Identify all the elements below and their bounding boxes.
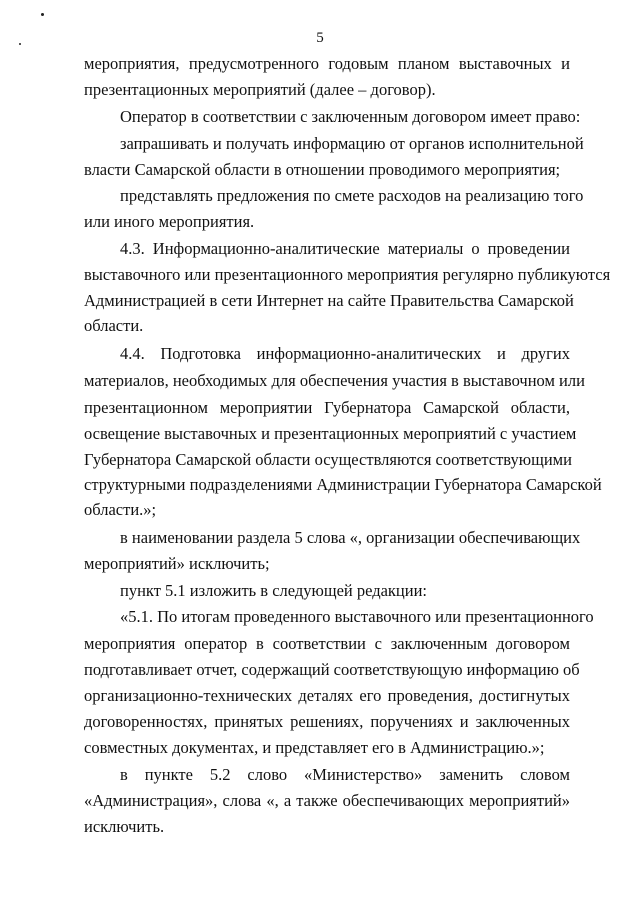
text-line: «5.1. По итогам проведенного выставочного или презентационного — [120, 607, 594, 626]
text-line: материалов, необходимых для обеспечения участия в выставочном или — [84, 371, 585, 390]
text-line: «Администрация», слова «, а также обеспечивающих мероприятий» — [84, 791, 570, 810]
text-line: структурными подразделениями Администрации Губернатора Самарской — [84, 475, 602, 494]
text-line: Губернатора Самарской области осуществляются соответствующими — [84, 450, 572, 469]
text-line: пункт 5.1 изложить в следующей редакции: — [120, 581, 428, 600]
text-line: представлять предложения по смете расходов на реализацию того — [120, 186, 584, 205]
text-line: мероприятий» исключить; — [84, 554, 270, 573]
text-line: в наименовании раздела 5 слова «, организации обеспечивающих — [120, 528, 581, 547]
text-line: мероприятия оператор в соответствии с заключенным договором — [84, 634, 570, 653]
scan-speck — [41, 13, 44, 16]
text-line: области.»; — [84, 500, 157, 519]
text-line: Администрацией в сети Интернет на сайте Правительства Самарской — [84, 291, 574, 310]
text-line: выставочного или презентационного мероприятия регулярно публикуются — [84, 265, 611, 284]
text-line: исключить. — [84, 817, 165, 836]
text-line: совместных документах, и представляет его в Администрацию.»; — [84, 738, 545, 757]
text-line: презентационных мероприятий (далее – договор). — [84, 80, 436, 99]
text-line: освещение выставочных и презентационных мероприятий с участием — [84, 424, 577, 443]
text-line: презентационном мероприятии Губернатора Самарской области, — [84, 398, 570, 417]
text-line: 4.3. Информационно-аналитические материалы о проведении — [120, 239, 570, 258]
text-line: запрашивать и получать информацию от органов исполнительной — [120, 134, 584, 153]
text-line: в пункте 5.2 слово «Министерство» заменить словом — [120, 765, 570, 784]
text-line: области. — [84, 316, 144, 335]
text-line: организационно-технических деталях его проведения, достигнутых — [84, 686, 570, 705]
text-line: Оператор в соответствии с заключенным договором имеет право: — [120, 107, 581, 126]
text-line: или иного мероприятия. — [84, 212, 255, 231]
text-line: подготавливает отчет, содержащий соответствующую информацию об — [84, 660, 580, 679]
text-line: мероприятия, предусмотренного годовым планом выставочных и — [84, 54, 570, 73]
text-line: договоренностях, принятых решениях, поручениях и заключенных — [84, 712, 570, 731]
page-number: 5 — [316, 30, 324, 46]
text-line: власти Самарской области в отношении проводимого мероприятия; — [84, 160, 561, 179]
text-line: 4.4. Подготовка информационно-аналитических и других — [120, 344, 570, 363]
